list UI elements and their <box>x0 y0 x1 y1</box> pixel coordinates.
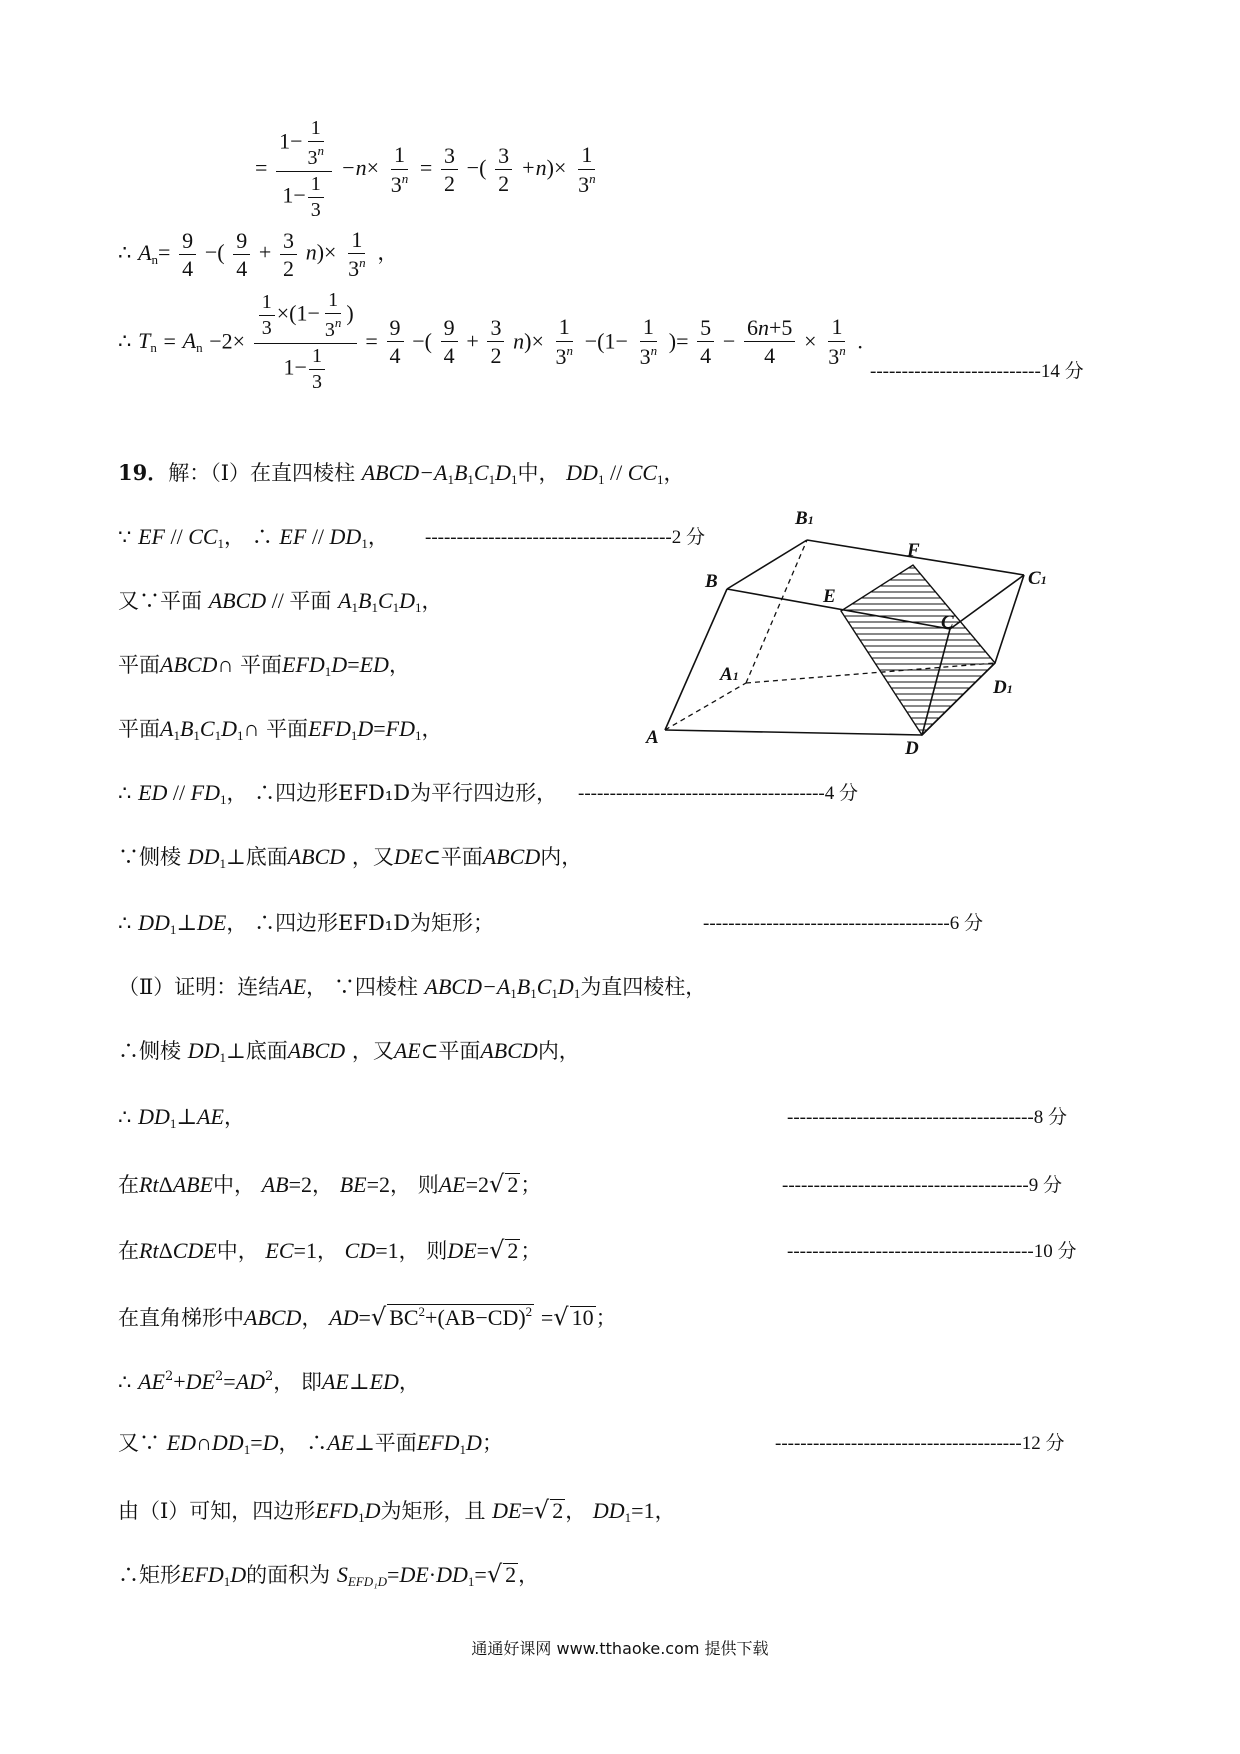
label-C: C <box>941 612 954 633</box>
score-4: ---------------------------------------4 分 <box>578 783 859 804</box>
prism-figure <box>640 505 1080 765</box>
q19-part2-line-10: ∴矩形$EFD_1D$的面积为 $S_{EFD_1D}=DE\cdot DD_1=√$ 2， <box>118 1560 540 1589</box>
label-C1: C1 <box>1028 568 1047 589</box>
formula-line-1: = 1− $\frac{1}{3^n}$ 1− $\frac{1}{3}$ −n× $\frac{1}{3^n}$ = $\frac{3}{2}$ −( $\frac{3}{2}$ +n)× $\frac{1}{3^n}$ <box>255 117 596 221</box>
hatched-rectangle-EFD1D <box>841 565 995 735</box>
formula-line-An: ∴ $A_n=$ $\frac{9}{4}$ −( $\frac{9}{4}$ + $\frac{3}{2}$ n)× $\frac{1}{3^n}$ ， <box>118 227 399 282</box>
q19-part2-line-8: 又∵ $ED\cap DD_1=D$， ∴AE⊥平面$EFD_1D$； <box>118 1430 503 1457</box>
score-9: ---------------------------------------9 分 <box>782 1175 1063 1196</box>
q19-line-1: 19．解：（Ⅰ）在直四棱柱 $ABCD-A_1B_1C_1D_1$中， $DD_1 // CC_1$， <box>118 460 685 487</box>
label-F: F <box>907 540 920 561</box>
label-A: A <box>646 727 659 748</box>
score-2: ---------------------------------------2 分 <box>425 527 706 548</box>
label-A1: A1 <box>720 664 739 685</box>
q19-line-8: ∴ $DD_1\perp DE$， ∴四边形EFD₁D为矩形； <box>118 910 495 937</box>
label-B: B <box>705 571 718 592</box>
page-footer: 通通好课网 www.tthaoke.com 提供下载 <box>471 1639 769 1658</box>
q19-part2-line-5: 在RtΔCDE中， EC=1， CD=1， 则DE=√ 2； <box>118 1236 542 1264</box>
q19-part2-line-4: 在RtΔABE中， AB=2， BE=2， 则AE=2√ 2； <box>118 1170 542 1198</box>
q19-part2-line-3: ∴ $DD_1\perp AE$， <box>118 1104 245 1131</box>
score-12: ---------------------------------------12 分 <box>775 1433 1065 1454</box>
q19-line-2: ∵ EF // $CC_1$， ∴ EF // $DD_1$， <box>118 524 389 551</box>
score-8: ---------------------------------------8 分 <box>787 1107 1068 1128</box>
q19-line-3: 又∵平面 ABCD // 平面 $A_1B_1C_1D_1$， <box>118 588 443 615</box>
q19-line-6: ∴ ED // $FD_1$， ∴四边形EFD₁D为平行四边形， <box>118 780 558 807</box>
label-E: E <box>823 586 836 607</box>
q19-part2-line-2: ∴侧棱 $DD_1\perp$底面ABCD ，又AE⊂平面ABCD内， <box>118 1038 580 1065</box>
q19-part2-line-1: （Ⅱ）证明：连结AE， ∵四棱柱 $ABCD-A_1B_1C_1D_1$为直四棱柱， <box>118 974 707 1001</box>
fraction-geometric-sum: 1− $\frac{1}{3^n}$ 1− $\frac{1}{3}$ <box>276 118 332 221</box>
q19-part2-line-7: ∴ $AE^2+DE^2=AD^2$， 即AE⊥ED， <box>118 1369 420 1394</box>
q19-line-5: 平面$A_1B_1C_1D_1\cap$ 平面$EFD_1D=FD_1$， <box>118 716 443 743</box>
formula-line-Tn: ∴ $T_n = A_n -2\times$ $\frac{1}{3}$ ×(1− $\frac{1}{3^n}$ ) 1− $\frac{1}{3}$ = $\frac{9}{4}$ −( $\frac{9}{4}$ + $\frac{3}{2}$ n)× $\frac{1}{3^n}$ −(1− $\frac{1}{3^n}$ )= $\frac{5}{4}$ − $\frac{6n+5}{4}$ × $\frac{1}{3^n}$ . <box>118 289 863 393</box>
label-B1: B1 <box>795 508 814 529</box>
score-14: ---------------------------14 分 <box>870 361 1084 382</box>
q19-part2-line-9: 由（Ⅰ）可知，四边形$EFD_1D$为矩形，且 DE=√ 2， $DD_1=1$， <box>118 1496 676 1525</box>
q19-line-4: 平面ABCD∩ 平面$EFD_1D=ED$， <box>118 652 410 679</box>
label-D1: D1 <box>993 677 1013 698</box>
score-6: ---------------------------------------6 分 <box>703 913 984 934</box>
label-D: D <box>905 738 919 759</box>
q19-line-7: ∵侧棱 $DD_1\perp$底面ABCD ，又DE⊂平面ABCD内， <box>118 844 583 871</box>
score-10: ---------------------------------------10 分 <box>787 1241 1077 1262</box>
q19-part2-line-6: 在直角梯形中ABCD， AD=√ $BC^2+(AB-CD)^2$ =√ 10； <box>118 1303 617 1331</box>
